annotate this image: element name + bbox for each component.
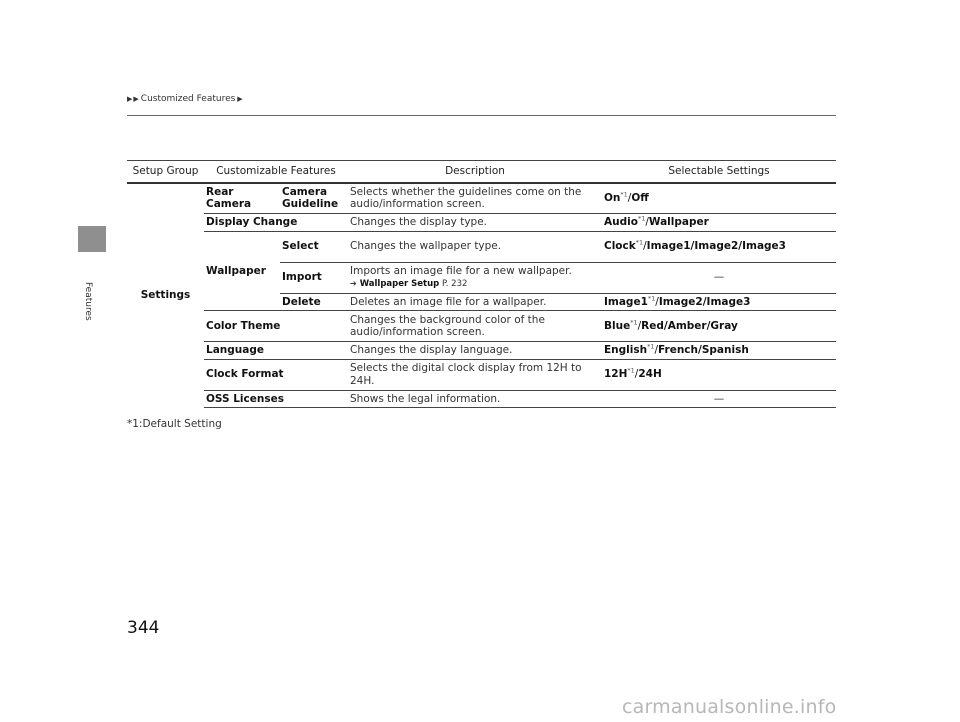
setting-camera-guideline xyxy=(602,183,836,214)
setting-options: 24H xyxy=(638,368,662,381)
setting-default: Blue xyxy=(604,319,631,332)
description-clock-format: Selects the digital clock display from 12H to 24H. xyxy=(348,359,602,390)
description-camera-guideline: Selects whether the guidelines come on the audio/information screen. xyxy=(348,183,602,214)
description-oss-licenses: Shows the legal information. xyxy=(348,390,602,408)
reference-arrow-icon: ➔ xyxy=(350,278,357,288)
feature-parent-rear-camera: Rear Camera xyxy=(204,183,280,214)
setting-default: 12H xyxy=(604,368,628,381)
table-row xyxy=(127,359,836,390)
triangle-right-icon: ▶ xyxy=(133,95,139,103)
feature-wallpaper-import: Import xyxy=(280,262,348,293)
setting-default: Clock xyxy=(604,240,636,253)
breadcrumb xyxy=(127,94,244,104)
table-row xyxy=(127,342,836,360)
setting-separator: / xyxy=(645,216,649,228)
header-setup-group: Setup Group xyxy=(127,161,204,183)
setting-options: Image1/Image2/Image3 xyxy=(646,240,786,253)
description-color-theme: Changes the background color of the audio/information screen. xyxy=(348,311,602,342)
setting-separator: / xyxy=(654,344,659,356)
group-settings: Settings xyxy=(140,289,191,302)
setting-options: Off xyxy=(631,192,649,204)
section-tab-marker xyxy=(78,226,106,252)
customization-table-container xyxy=(127,160,836,408)
description-text: Imports an image file for a new wallpaper. xyxy=(350,265,572,277)
setting-default: English xyxy=(604,344,648,356)
default-marker: *1 xyxy=(637,214,646,223)
table-row xyxy=(127,311,836,342)
table-row xyxy=(127,183,836,214)
customization-table xyxy=(127,160,836,408)
cross-reference-link[interactable] xyxy=(350,278,600,291)
description-wallpaper-delete: Deletes an image file for a wallpaper. xyxy=(348,293,602,311)
default-marker: *1 xyxy=(647,294,656,302)
breadcrumb-label: Customized Features xyxy=(140,94,236,104)
description-wallpaper-select: Changes the wallpaper type. xyxy=(348,231,602,262)
feature-wallpaper-delete: Delete xyxy=(280,293,348,311)
feature-color-theme: Color Theme xyxy=(204,311,348,342)
watermark: carmanualsonline.info xyxy=(622,696,837,718)
setting-language xyxy=(602,342,836,360)
setting-wallpaper-select xyxy=(602,231,836,262)
setting-separator: / xyxy=(634,368,639,381)
default-marker: *1 xyxy=(630,318,638,327)
feature-oss-licenses: OSS Licenses xyxy=(204,390,348,408)
description-language: Changes the display language. xyxy=(348,342,602,360)
setting-display-change xyxy=(602,214,836,232)
header-customizable-features: Customizable Features xyxy=(204,161,348,183)
table-header-row xyxy=(127,161,836,183)
default-marker: *1 xyxy=(627,366,635,375)
header-description: Description xyxy=(348,161,602,183)
header-rule xyxy=(127,115,836,116)
triangle-right-icon: ▶ xyxy=(237,95,243,103)
reference-page: P. 232 xyxy=(441,278,468,289)
table-row xyxy=(127,214,836,232)
feature-language: Language xyxy=(204,342,348,360)
setting-default: On xyxy=(604,192,621,204)
setting-separator: / xyxy=(643,240,647,253)
setting-wallpaper-import: — xyxy=(602,262,836,293)
setting-separator: / xyxy=(637,319,642,332)
feature-wallpaper-select: Select xyxy=(280,231,348,262)
description-wallpaper-import xyxy=(348,262,602,293)
default-marker: *1 xyxy=(620,190,628,199)
reference-label: Wallpaper Setup xyxy=(359,278,440,289)
setting-wallpaper-delete xyxy=(602,293,836,311)
setting-options: Red/Amber/Gray xyxy=(641,319,738,332)
feature-display-change: Display Change xyxy=(204,214,348,232)
default-marker: *1 xyxy=(635,238,644,247)
feature-parent-wallpaper: Wallpaper xyxy=(204,231,280,311)
feature-camera-guideline: Camera Guideline xyxy=(280,183,348,214)
setting-options: French/Spanish xyxy=(658,344,749,356)
setting-options: Image2/Image3 xyxy=(658,295,751,308)
setting-clock-format xyxy=(602,359,836,390)
setting-oss-licenses: — xyxy=(602,390,836,408)
setting-options: Wallpaper xyxy=(648,216,709,228)
feature-clock-format: Clock Format xyxy=(204,359,348,390)
header-selectable-settings: Selectable Settings xyxy=(602,161,836,183)
section-tab-label: Features xyxy=(83,282,93,321)
table-row xyxy=(127,231,836,262)
triangle-right-icon: ▶ xyxy=(127,95,133,103)
setting-default: Audio xyxy=(604,216,638,228)
footnote: *1:Default Setting xyxy=(127,418,222,430)
description-display-change: Changes the display type. xyxy=(348,214,602,232)
page-number: 344 xyxy=(127,618,160,638)
setting-default: Image1 xyxy=(604,295,648,308)
table-row xyxy=(127,390,836,408)
setting-separator: / xyxy=(627,192,632,204)
setting-separator: / xyxy=(655,295,659,308)
setting-color-theme xyxy=(602,311,836,342)
default-marker: *1 xyxy=(647,342,655,351)
